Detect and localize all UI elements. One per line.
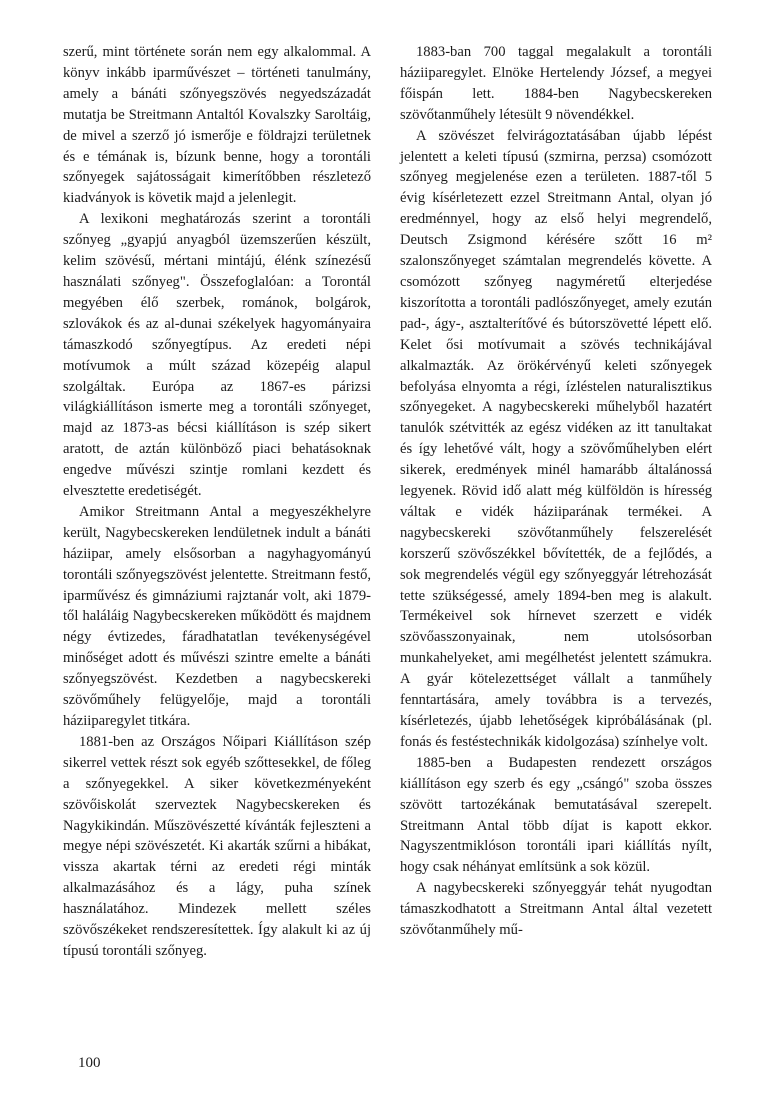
paragraph: 1885-ben a Budapesten rendezett országos kiállításon egy szerb és egy „csángó" szoba összes szövött tartozékának bemutatásával szerepelt. Streitmann Antal több díjat is kapott ekkor. Nagyszentmiklóson torontáli ipari kiállítás nyílt, hogy csak néhányat említsünk a sok közül. [400, 754, 712, 876]
paragraph: 1883-ban 700 taggal megalakult a torontáli háziiparegylet. Elnöke Hertelendy József, a megyei főispán lett. 1884-ben Nagybecskereken szövőtanműhely létesült 9 növendékkel. [400, 44, 712, 123]
paragraph: A szövészet felvirágoztatásában újabb lépést jelentett a keleti típusú (szmirna, perzsa) csomózott szőnyeg megjelenése ezen a területen. 1887-től 5 évig kísérletezett ezzel Streitmann Antal, olyan jó eredménnyel, hogy az első helyi megrendelő, Deutsch Zsigmond kérésére szőtt 16 m² szalonszőnyeget számtalan megrendelés követte. A csomózott szőnyeg nagyméretű elterjedése kiszorította a torontáli padlószőnyeget, amely ezután pad-, ágy-, asztalterítővé és bútorszövetté lépett elő. Kelet ősi motívumait a szövés technikájával alkalmazták. Az örökérvényű keleti szőnyegek befolyása elnyomta a régi, ízléstelen naturalisztikus szőnyegeket. A nagybecskereki műhelyből hazatért tanulók szétvitték az egész vidéken az itt tanultakat és így lehetővé vált, hogy a szövőműhelyben elért sikerek, eredmények minél hamarább általánossá legyenek. Rövid idő alatt még külföldön is híresség váltak e vidék háziiparának termékei. A nagybecskereki szövőtanműhely felszerelését korszerű szövőszékkel bővítették, de a fejlődés, a sok megrendelés végül egy szőnyeggyár létrehozását tette szükségessé, amely 1894-ben meg is alakult. Termékeivel sok hírnevet szerzett e vidék szövőasszonyainak, nem utolsósorban munkahelyeket, ami megélhetést jelentett számukra. A gyár kötelezettséget vállalt a tanműhely fenntartására, amely továbbra is a tervezés, kísérletezés, újabb lehetőségek kipróbálásának (pl. fonás és festéstechnikák kidolgozása) színhelye volt. [400, 127, 712, 750]
paragraph: Amikor Streitmann Antal a megyeszékhelyre került, Nagybecskereken lendületnek indult a bánáti háziipar, amely elsősorban a nagyhagyományú torontáli szőnyegszövést jelentette. Streitmann festő, iparművész és gimnáziumi rajztanár volt, aki 1879-től haláláig Nagybecskereken működött és majdnem négy évtizedes, fáradhatatlan tevékenységével minőséget adott és művészi szintre emelte a bánáti szőnyegszövést. Kezdetben a nagybecskereki szövőműhely felügyelője, majd a torontáli háziiparegylet titkára. [63, 503, 372, 729]
paragraph: A nagybecskereki szőnyeggyár tehát nyugodtan támaszkodhatott a Streitmann Antal által vezetett szövőtanműhely mű- [400, 880, 712, 939]
paragraph: A lexikoni meghatározás szerint a torontáli szőnyeg „gyapjú anyagból üzemszerűen készült, kelim szövésű, mértani mintájú, élénk színezésű használati szőnyeg". Összefoglalóan: a Torontál megyében élő szerbek, románok, bolgárok, szlovákok és az al-dunai székelyek hagyományaira támaszkodó szőnyegtípus. Az eredeti népi motívumok a múlt század közepéig alapul szolgáltak. Európa az 1867-es párizsi világkiállításon ismerte meg a torontáli szőnyeget, majd az 1873-as bécsi kiállításon is szép sikert aratott, de aztán különböző piaci behatásoknak engedve művészi szintje romlani kezdett és elvesztette eredetiségét. [63, 211, 371, 500]
paragraph: 1881-ben az Országos Nőipari Kiállításon szép sikerrel vettek részt sok egyéb szőttesekkel, de főleg a szőnyegekkel. A siker következményeként szövőiskolát szerveztek Nagybecskereken és Nagykikindán. Műszövészetté kívánták fejleszteni a megye népi szövészetét. Ki akarták szűrni a hibákat, vissza akartak térni az eredeti régi minták alkalmazásához és a lágy, puha színek használatához. Mindezek mellett széles szövőszékeket rendszeresítettek. Így alakult ki az új típusú torontáli szőnyeg. [63, 733, 371, 959]
right-column [400, 42, 712, 941]
paragraph: szerű, mint története során nem egy alkalommal. A könyv inkább iparművészet – történeti tanulmány, amely a bánáti szőnyegszövés negyedszázadát mutatja be Streitmann Antaltól Kovalszky Saroltáig, de mivel a szerző jó ismerője e földrajzi területnek és e témának is, bízunk benne, hogy a torontáli szőnyegek sajátosságait kimerítőbben részletező kiadványok is követik majd a jelenlegit. [63, 44, 371, 207]
page-number: 100 [78, 1055, 101, 1071]
left-column [63, 42, 371, 962]
